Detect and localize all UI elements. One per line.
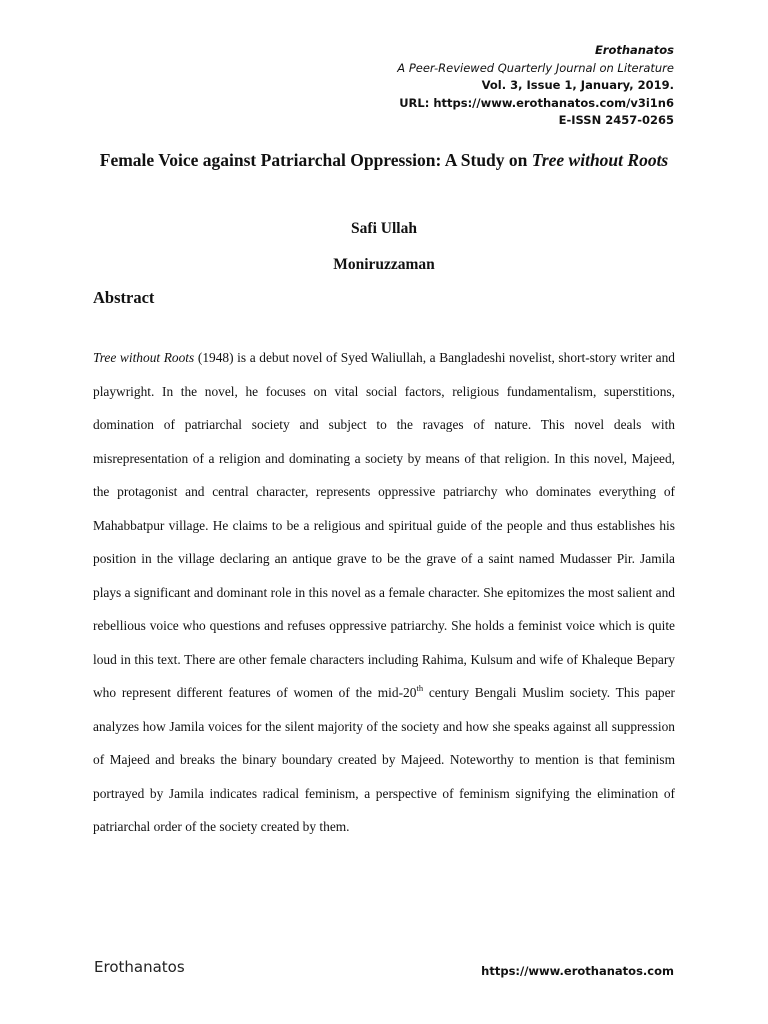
author-name: Moniruzzaman [333, 256, 435, 273]
abstract-body [93, 341, 675, 844]
article-url: URL: https://www.erothanatos.com/v3i1n6 [399, 95, 674, 110]
author-name: Safi Ullah [351, 220, 417, 237]
abstract-book-title: Tree without Roots [93, 350, 195, 365]
abstract-superscript: th [416, 682, 424, 693]
article-title-main: Female Voice against Patriarchal Oppression: A Study on [99, 150, 532, 170]
abstract-heading: Abstract [93, 288, 155, 307]
abstract-text-part2: century Bengali Muslim society. This paper analyzes how Jamila voices for the silent majority of the society and how she speaks against all suppression of Majeed and breaks the binary boundary created by Majeed. Noteworthy to mention is that feminism portrayed by Jamila indicates radical feminism, a perspective of feminism signifying the elimination of patriarchal order of the society created by them. [93, 685, 675, 834]
footer-url[interactable]: https://www.erothanatos.com [481, 964, 674, 978]
journal-issue: Vol. 3, Issue 1, January, 2019. [481, 78, 674, 92]
article-title-italic: Tree without Roots [531, 150, 669, 170]
article-title [60, 144, 708, 176]
journal-issn: E-ISSN 2457-0265 [558, 113, 674, 127]
footer-journal-name: Erothanatos [94, 958, 185, 976]
journal-header [397, 42, 674, 130]
abstract-text-part1: (1948) is a debut novel of Syed Waliullah, a Bangladeshi novelist, short-story writer and playwright. In the novel, he focuses on vital social factors, religious fundamentalism, superstitions, domination of patriarchal society and subject to the ravages of nature. This novel deals with misrepresentation of a religion and dominating a society by means of that religion. In this novel, Majeed, the protagonist and central character, represents oppressive patriarchy who dominates everything of Mahabbatpur village. He claims to be a religious and spiritual guide of the people and thus establishes his position in the village declaring an antique grave to be the grave of a saint named Mudasser Pir. Jamila plays a significant and dominant role in this novel as a female character. She epitomizes the most salient and rebellious voice who questions and refuses oppressive patriarchy. She holds a feminist voice which is quite loud in this text. There are other female characters including Rahima, Kulsum and wife of Khaleque Bepary who represent different features of women of the mid-20 [93, 350, 675, 700]
journal-name: Erothanatos [594, 43, 674, 57]
journal-tagline: A Peer-Reviewed Quarterly Journal on Literature [397, 60, 674, 75]
abstract-paragraph [93, 341, 675, 844]
